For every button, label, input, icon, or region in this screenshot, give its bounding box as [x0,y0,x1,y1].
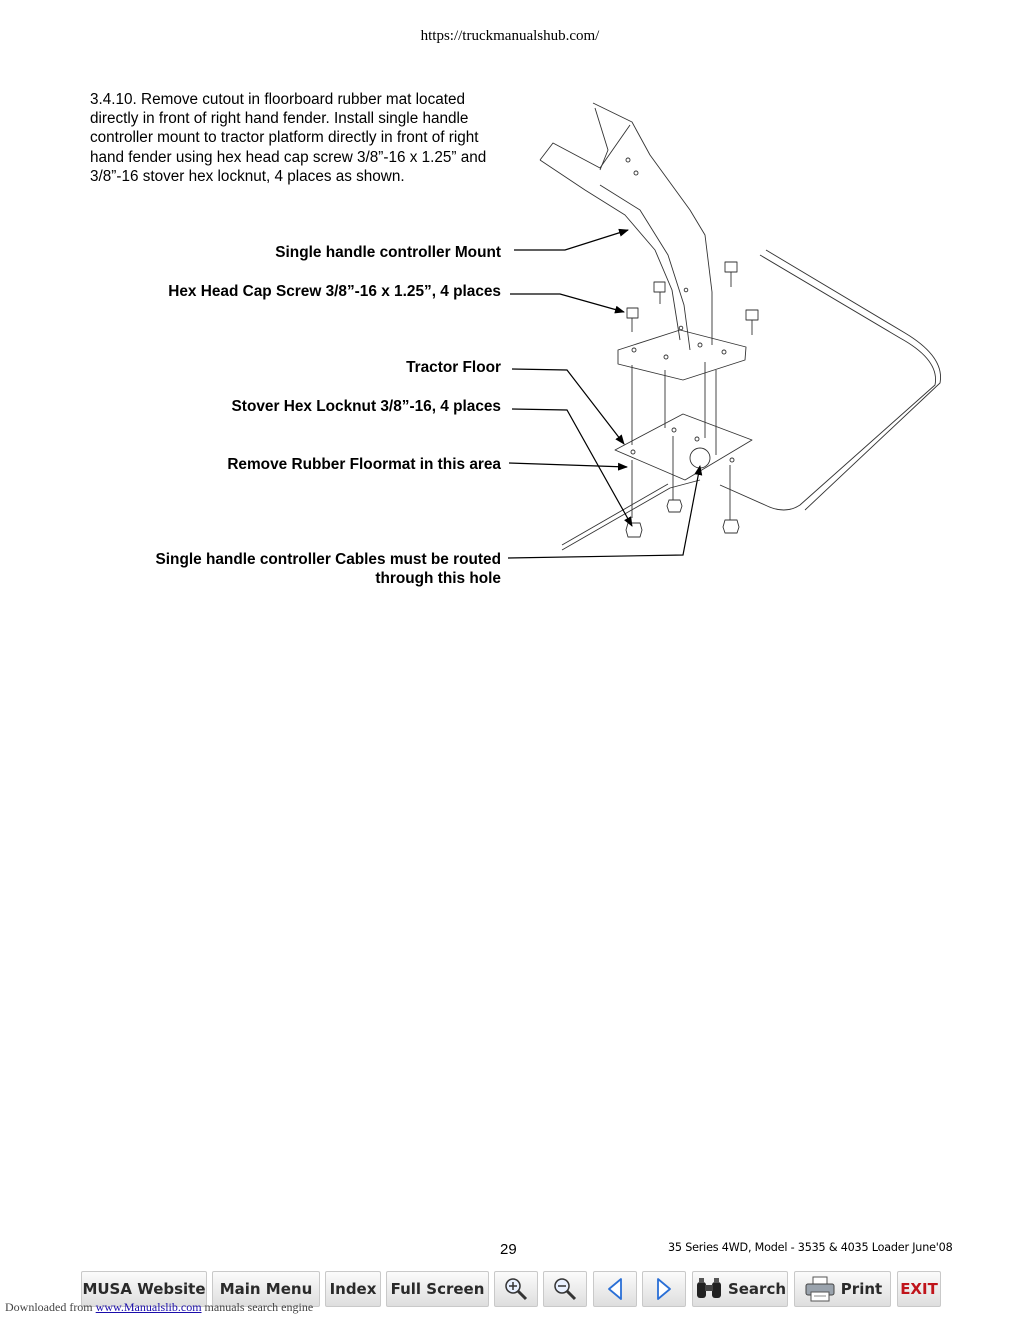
page-number: 29 [500,1241,517,1258]
callout-cables-line-1: Single handle controller Cables must be routed [155,551,501,568]
zoom-out-button[interactable] [543,1271,587,1307]
arrow-right-icon [653,1276,675,1302]
manualslib-link[interactable]: www.Manualslib.com [95,1300,202,1314]
zoom-out-icon [552,1276,578,1302]
binoculars-icon [694,1276,724,1302]
search-label: Search [727,1280,787,1298]
exit-button[interactable] [897,1271,941,1307]
next-page-button[interactable] [642,1271,686,1307]
print-button[interactable] [794,1271,891,1307]
instruction-step-3-4-10: 3.4.10. Remove cutout in floorboard rubber mat located directly in front of right hand fender. Install single handle controller mount to tractor platform directly in front of right hand fender using hex head cap screw 3/8”-16 x 1.25” and 3/8”-16 stover hex locknut, 4 places as shown. [90,91,487,185]
downloaded-suffix: manuals search engine [204,1300,314,1314]
footer-title: 35 Series 4WD, Model - 3535 & 4035 Loader June'08 [668,1241,953,1254]
main-menu-label: Main Menu [219,1280,313,1298]
print-label: Print [840,1280,883,1298]
exit-label: EXIT [900,1280,938,1298]
callout-cables [156,550,502,589]
printer-icon [803,1275,837,1303]
callout-locknut: Stover Hex Locknut 3/8”-16, 4 places [231,398,501,415]
callout-cables-line-2: through this hole [375,570,501,588]
index-label: Index [329,1280,377,1298]
full-screen-label: Full Screen [390,1280,485,1298]
mount-installation-diagram [0,0,1020,620]
search-button[interactable] [692,1271,788,1307]
callout-floormat: Remove Rubber Floormat in this area [227,456,501,473]
arrow-left-icon [604,1276,626,1302]
downloaded-prefix: Downloaded from [5,1300,93,1314]
callout-cap-screw: Hex Head Cap Screw 3/8”-16 x 1.25”, 4 places [168,283,501,300]
header-url: https://truckmanualshub.com/ [420,28,600,44]
callout-tractor-floor: Tractor Floor [406,359,501,376]
callout-mount: Single handle controller Mount [275,244,501,261]
previous-page-button[interactable] [593,1271,637,1307]
musa-website-label: MUSA Website [82,1280,206,1298]
downloaded-from-note [5,1300,313,1315]
zoom-in-icon [503,1276,529,1302]
index-button[interactable] [325,1271,381,1307]
full-screen-button[interactable] [386,1271,489,1307]
zoom-in-button[interactable] [494,1271,538,1307]
